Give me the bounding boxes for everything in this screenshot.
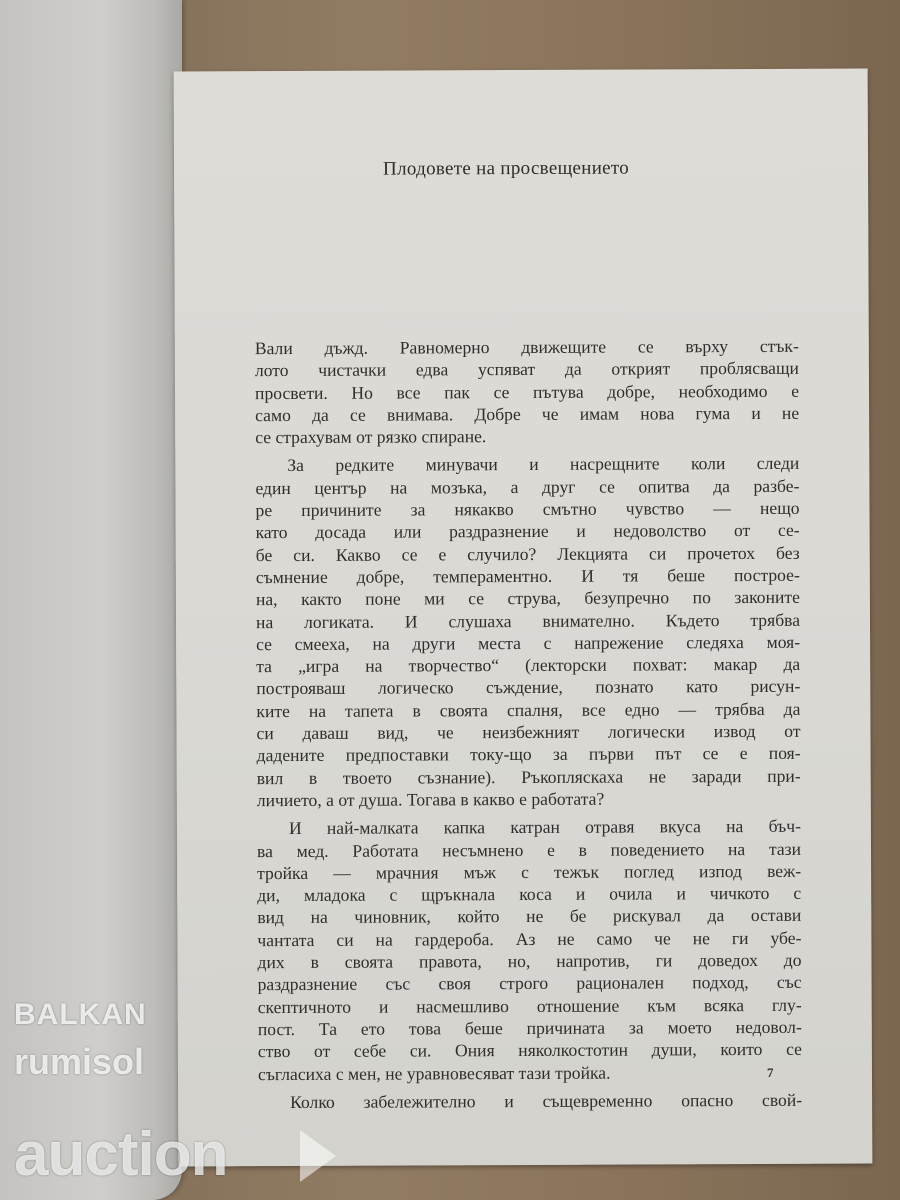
watermark-balkan: BALKAN — [14, 998, 147, 1031]
text-line: само да се внимава. Добре че имам нова гума и не — [255, 402, 800, 426]
page-body-text — [255, 335, 802, 1113]
text-line: За редките минувачи и насрещните коли следи — [287, 453, 800, 476]
text-line: лото чистачки едва успяват да открият проблясващи — [254, 358, 799, 381]
paragraph — [255, 335, 799, 449]
book-page — [174, 68, 873, 1166]
text-line: построяваш логическо съждение, познато като рисун- — [256, 676, 801, 699]
text-line: съмнение добре, темпераментно. И тя беше построе- — [255, 564, 800, 588]
text-line: Колко забележително и същевременно опасно свой- — [290, 1089, 803, 1112]
text-line: тройка — мрачния мъж с тежък поглед изпод веж- — [257, 860, 802, 883]
text-line: раздразнение със своя строго рационален подход, със — [257, 972, 802, 995]
watermark-rumisol: rumisol — [14, 1041, 145, 1082]
text-line: личието, а от душа. Тогава в какво е работата? — [256, 788, 605, 811]
text-line: просвети. Но все пак се пътува добре, необходимо е — [254, 380, 800, 403]
text-line: ди, младока с щръкнала коса и очила и чичкото с — [257, 882, 802, 906]
text-line: съгласиха с мен, не уравновесяват тази тройка. — [257, 1062, 611, 1084]
text-line: та „игра на творчество“ (лекторски похват: макар да — [256, 653, 801, 677]
text-line: ре причините за някакво смътно чувство — нещо — [255, 497, 800, 521]
text-line: вил в твоето съзнание). Ръкопляскаха не заради при- — [256, 765, 801, 788]
text-line: чантата си на гардероба. Аз не само че не ги убе- — [257, 927, 802, 950]
page-number: 7 — [766, 1064, 774, 1080]
text-line: на логиката. И слушаха внимателно. Където трябва — [255, 609, 801, 632]
text-line: Вали дъжд. Равномерно движещите се върху стък- — [254, 335, 799, 359]
text-line: скептичното и насмешливо отношение към всяка глу- — [257, 994, 802, 1017]
watermark-arrow-icon — [300, 1130, 336, 1182]
watermark-auction: auction — [14, 1120, 228, 1189]
text-line: си даваш вид, че неизбежният логически извод от — [256, 720, 801, 744]
text-line: се страхувам от рязко спиране. — [255, 426, 487, 448]
paragraph — [257, 815, 802, 1085]
text-line: ва мед. Работата несъмнено е в поведението на тази — [256, 838, 802, 861]
text-line: дих в своята правота, но, напротив, ги доведох до — [257, 949, 802, 973]
text-line: пост. Та ето това беше причината за моето недовол- — [257, 1016, 802, 1040]
text-line: вид на чиновник, който не бе рискувал да остави — [257, 905, 802, 928]
text-line: се смееха, на други места с напрежение следяха моя- — [256, 631, 801, 655]
text-line: бе си. Какво се е случило? Лекцията си прочетох без — [255, 542, 800, 565]
paragraph — [255, 452, 801, 811]
paragraph — [258, 1089, 802, 1114]
text-line: като досада или раздразнение и недоволство от се- — [255, 520, 800, 543]
text-line: дадените предпоставки току-що за първи път се е поя- — [256, 743, 801, 766]
text-line: ство от себе си. Ония няколкостотин души, които се — [257, 1038, 802, 1062]
text-line: И най-малката капка катран отравя вкуса на бъч- — [288, 816, 801, 839]
chapter-title: Плодовете на просвещението — [382, 157, 630, 180]
text-line: на, както поне ми се струва, безупречно по законите — [255, 587, 800, 610]
text-line: ките на тапета в своята спалня, все едно — трябва да — [256, 698, 801, 721]
text-line: един център на мозъка, а друг се опитва да разбе- — [255, 475, 800, 498]
